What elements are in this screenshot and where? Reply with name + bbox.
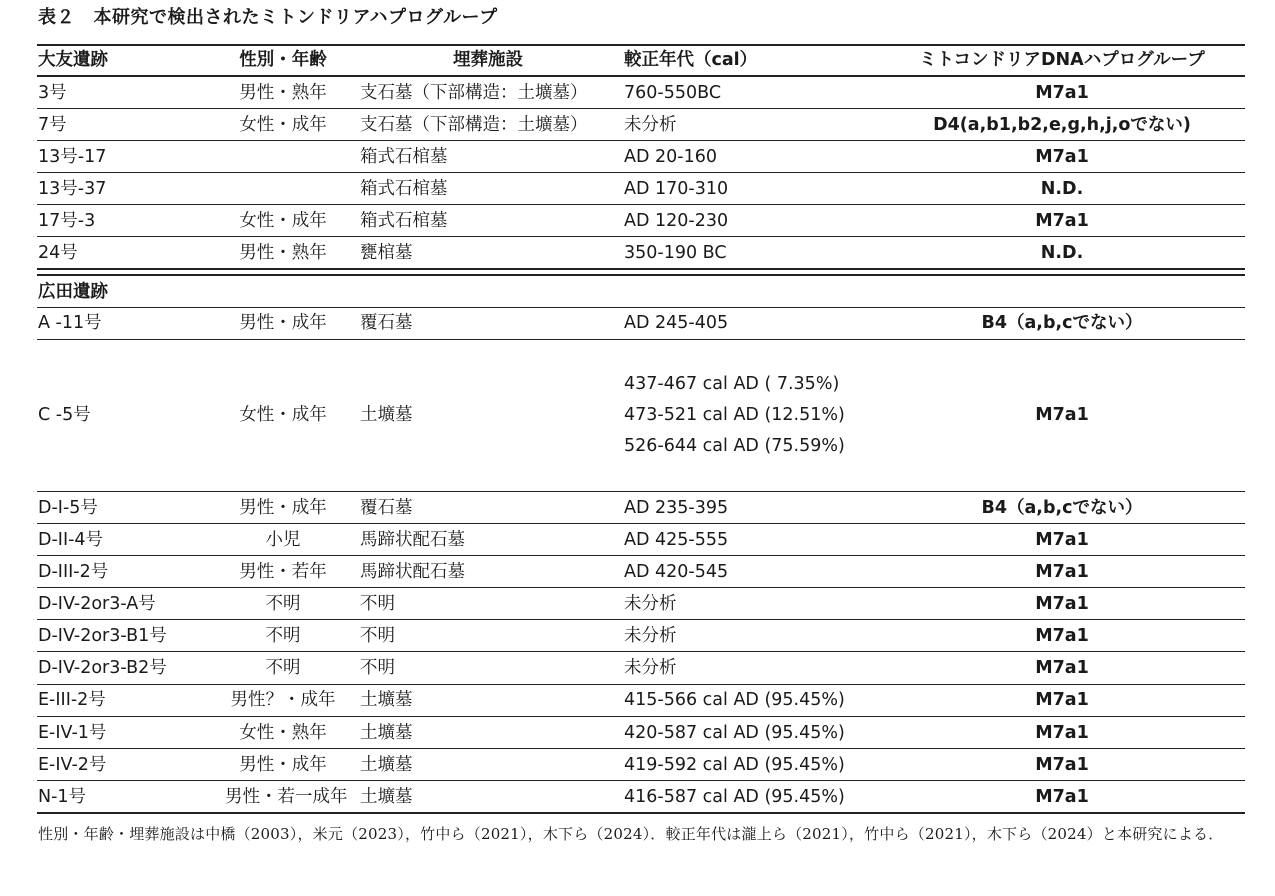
haplogroup-cell: M7a1 (1035, 147, 1089, 167)
haplogroup-cell: M7a1 (1035, 530, 1089, 550)
rule (37, 780, 1245, 781)
rule (37, 748, 1245, 749)
date-cell: 未分析 (624, 626, 677, 646)
sex-age-cell: 男性？・成年 (230, 690, 336, 710)
site-cell: 3号 (38, 83, 67, 103)
burial-cell: 土壙墓 (360, 405, 413, 425)
haplogroup-cell: M7a1 (1035, 787, 1089, 807)
site-cell: D-IV-2or3-B2号 (38, 658, 167, 678)
date-cell: 未分析 (624, 658, 677, 678)
burial-cell: 覆石墓 (360, 498, 413, 518)
burial-cell: 馬蹄状配石墓 (360, 530, 465, 550)
site-cell: D-III-2号 (38, 562, 109, 582)
table-title: 表２ 本研究で検出されたミトンドリアハプログループ (38, 7, 498, 28)
rule (37, 619, 1245, 620)
site-cell: N-1号 (38, 787, 87, 807)
rule (37, 555, 1245, 556)
haplogroup-cell: M7a1 (1035, 690, 1089, 710)
sex-age-cell: 不明 (265, 594, 301, 614)
rule (37, 523, 1245, 524)
site-cell: D-I-5号 (38, 498, 98, 518)
date-cell: AD 170-310 (624, 179, 729, 199)
burial-cell: 不明 (360, 658, 395, 678)
header-site: 大友遺跡 (38, 50, 108, 70)
burial-cell: 支石墓（下部構造：土壙墓） (360, 83, 588, 103)
haplogroup-cell: N.D. (1040, 179, 1084, 199)
haplogroup-cell: M7a1 (1035, 594, 1089, 614)
burial-cell: 土壙墓 (360, 787, 413, 807)
date-cell: 419-592 cal AD (95.45%) (624, 755, 845, 775)
burial-cell: 土壙墓 (360, 755, 413, 775)
rule (37, 172, 1245, 173)
date-cell: 415-566 cal AD (95.45%) (624, 690, 845, 710)
rule-header-bottom (37, 75, 1245, 77)
site-cell: C -5号 (38, 405, 91, 425)
haplogroup-cell: M7a1 (1035, 405, 1089, 425)
sex-age-cell: 男性・若年 (239, 562, 327, 582)
sex-age-cell: 不明 (265, 658, 301, 678)
footnote: 性別・年齢・埋葬施設は中橋（2003），米元（2023），竹中ら（2021），木下ら（2024）．較正年代は瀧上ら（2021），竹中ら（2021），木下ら（2024）と本研究による． (38, 825, 1224, 843)
date-cell: AD 245-405 (624, 313, 729, 333)
haplogroup-cell: B4（a,b,cでない） (981, 498, 1143, 518)
burial-cell: 箱式石棺墓 (360, 179, 448, 199)
date-cell: 未分析 (624, 594, 677, 614)
date-cell: 350-190 BC (624, 243, 727, 263)
haplogroup-cell: M7a1 (1035, 211, 1089, 231)
site-cell: E-IV-2号 (38, 755, 107, 775)
header-sex-age: 性別・年齢 (239, 50, 327, 70)
date-cell: 416-587 cal AD (95.45%) (624, 787, 845, 807)
section-header-hirota: 広田遺跡 (38, 282, 108, 302)
date-cell: 473-521 cal AD (12.51%) (624, 405, 845, 425)
date-cell: AD 425-555 (624, 530, 729, 550)
rule-section-top (37, 268, 1245, 270)
date-cell: 未分析 (624, 115, 677, 135)
sex-age-cell: 不明 (265, 626, 301, 646)
haplogroup-cell: D4(a,b1,b2,e,g,h,j,oでない) (933, 115, 1191, 135)
rule (37, 651, 1245, 652)
rule (37, 339, 1245, 340)
rule (37, 491, 1245, 492)
burial-cell: 甕棺墓 (360, 243, 413, 263)
sex-age-cell: 男性・若一成年 (225, 787, 348, 807)
burial-cell: 支石墓（下部構造：土壙墓） (360, 115, 588, 135)
burial-cell: 土壙墓 (360, 723, 413, 743)
sex-age-cell: 女性・成年 (239, 211, 327, 231)
site-cell: D-IV-2or3-B1号 (38, 626, 167, 646)
date-cell: AD 235-395 (624, 498, 729, 518)
sex-age-cell: 男性・熟年 (239, 243, 327, 263)
burial-cell: 不明 (360, 626, 395, 646)
haplogroup-cell: M7a1 (1035, 658, 1089, 678)
sex-age-cell: 女性・熟年 (239, 723, 327, 743)
sex-age-cell: 男性・成年 (239, 498, 327, 518)
rule-section-bottom (37, 274, 1245, 276)
rule-table-bottom (37, 812, 1245, 814)
site-cell: 17号-3 (38, 211, 96, 231)
date-cell: AD 20-160 (624, 147, 717, 167)
header-date: 較正年代（cal） (624, 50, 758, 70)
site-cell: E-IV-1号 (38, 723, 107, 743)
site-cell: 7号 (38, 115, 67, 135)
sex-age-cell: 小児 (265, 530, 301, 550)
rule (37, 587, 1245, 588)
header-haplogroup: ミトコンドリアDNAハプログループ (919, 50, 1205, 70)
site-cell: 13号-17 (38, 147, 107, 167)
site-cell: D-II-4号 (38, 530, 104, 550)
burial-cell: 箱式石棺墓 (360, 211, 448, 231)
date-cell: 420-587 cal AD (95.45%) (624, 723, 845, 743)
rule (37, 236, 1245, 237)
header-burial: 埋葬施設 (453, 50, 523, 70)
haplogroup-cell: M7a1 (1035, 562, 1089, 582)
rule (37, 684, 1245, 685)
date-cell: AD 420-545 (624, 562, 729, 582)
sex-age-cell: 男性・成年 (239, 313, 327, 333)
date-cell: 437-467 cal AD ( 7.35%) (624, 374, 840, 394)
date-cell: 526-644 cal AD (75.59%) (624, 436, 845, 456)
rule-top (37, 44, 1245, 46)
sex-age-cell: 女性・成年 (239, 115, 327, 135)
burial-cell: 土壙墓 (360, 690, 413, 710)
site-cell: A -11号 (38, 313, 102, 333)
rule (37, 204, 1245, 205)
burial-cell: 覆石墓 (360, 313, 413, 333)
sex-age-cell: 男性・成年 (239, 755, 327, 775)
haplogroup-cell: M7a1 (1035, 723, 1089, 743)
haplogroup-cell: M7a1 (1035, 83, 1089, 103)
rule (37, 307, 1245, 308)
haplogroup-cell: B4（a,b,cでない） (981, 313, 1143, 333)
site-cell: D-IV-2or3-A号 (38, 594, 156, 614)
haplogroup-cell: N.D. (1040, 243, 1084, 263)
haplogroup-cell: M7a1 (1035, 755, 1089, 775)
burial-cell: 不明 (360, 594, 395, 614)
rule (37, 140, 1245, 141)
rule (37, 108, 1245, 109)
haplogroup-cell: M7a1 (1035, 626, 1089, 646)
rule (37, 716, 1245, 717)
site-cell: 24号 (38, 243, 78, 263)
sex-age-cell: 男性・熟年 (239, 83, 327, 103)
burial-cell: 箱式石棺墓 (360, 147, 448, 167)
date-cell: 760-550BC (624, 83, 722, 103)
date-cell: AD 120-230 (624, 211, 729, 231)
site-cell: E-III-2号 (38, 690, 106, 710)
site-cell: 13号-37 (38, 179, 107, 199)
burial-cell: 馬蹄状配石墓 (360, 562, 465, 582)
sex-age-cell: 女性・成年 (239, 405, 327, 425)
